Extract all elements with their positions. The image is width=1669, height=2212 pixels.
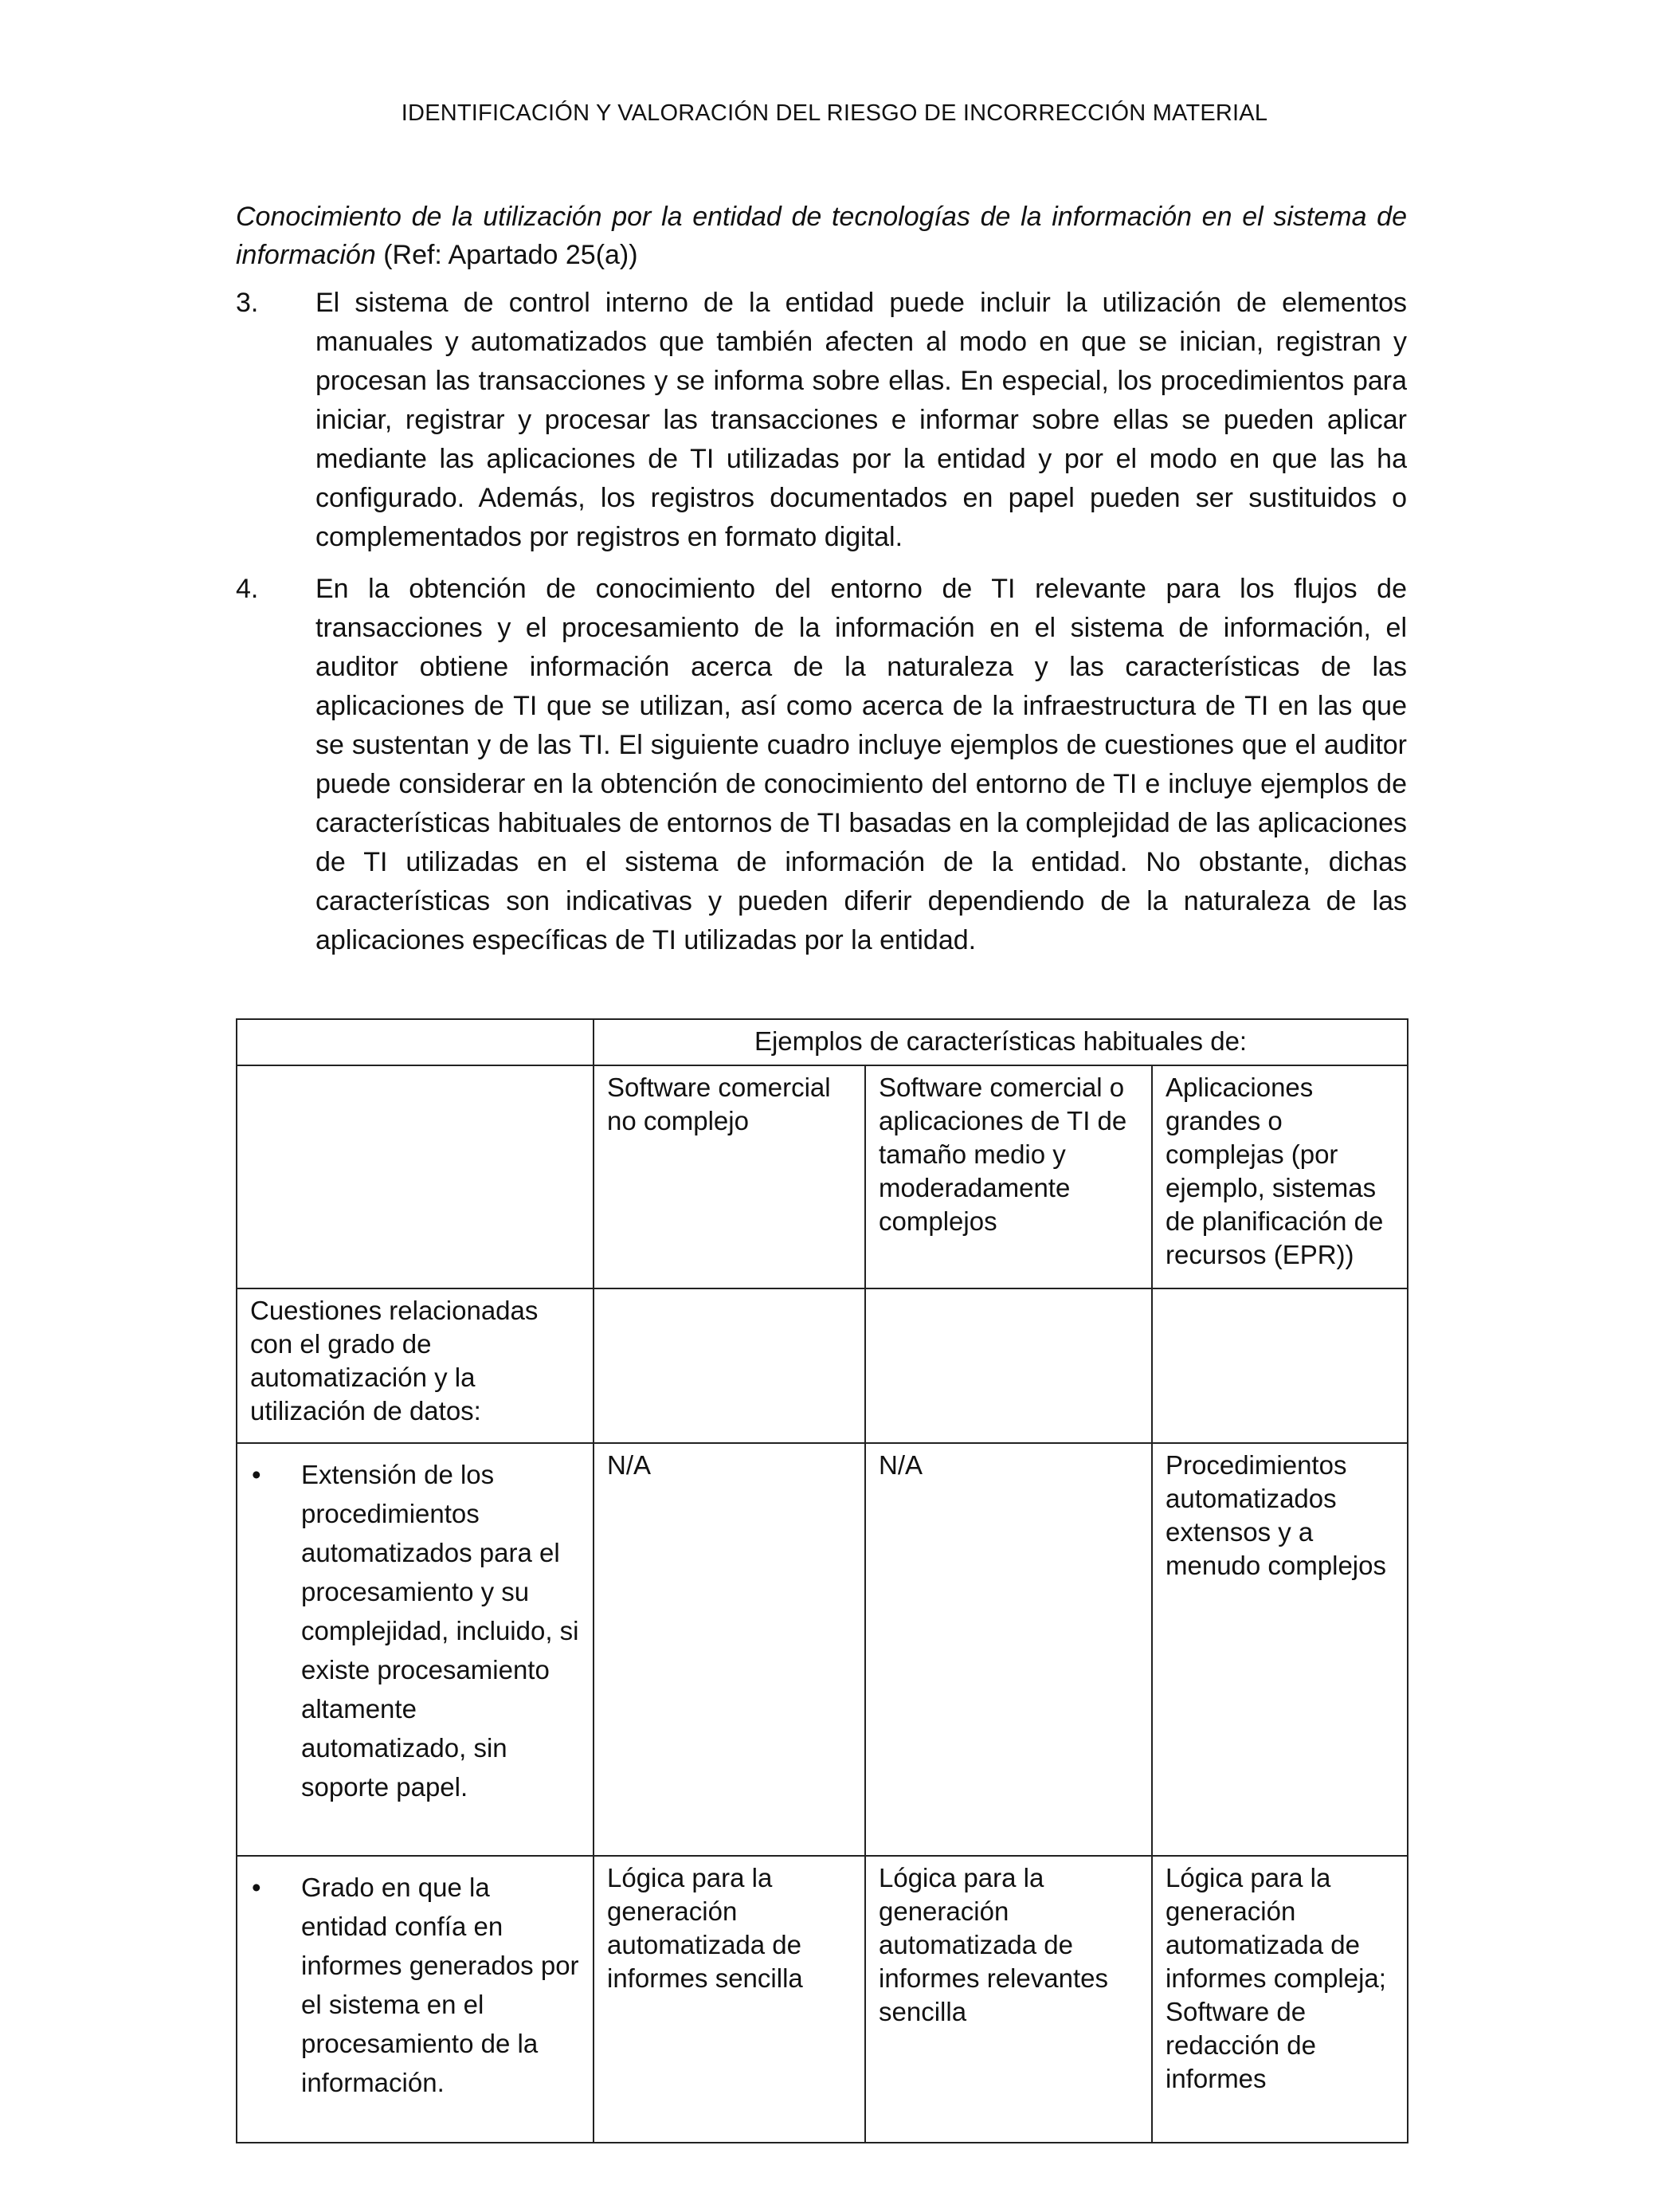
table-section-row [237,1288,1408,1443]
section-title [236,198,1407,274]
table-cell: Lógica para la generación automatizada de informes relevantes sencilla [865,1856,1152,2143]
table-cell: Procedimientos automatizados extensos y a menudo complejos [1152,1443,1408,1856]
table-cell: Lógica para la generación automatizada de informes sencilla [594,1856,865,2143]
table-cell [865,1288,1152,1443]
section-title-italic: Conocimiento de la utilización por la entidad de tecnologías de la información en el sistema de información [236,202,1407,270]
column-header: Software comercial no complejo [594,1065,865,1288]
paragraph-number: 3. [236,288,259,318]
column-header: Aplicaciones grandes o complejas (por ejemplo, sistemas de planificación de recursos (EPR)) [1152,1065,1408,1288]
row-label: Extensión de los procedimientos automatizados para el procesamiento y su complejidad, incluido, si existe procesamiento altamente automatizado, sin soporte papel. [301,1460,579,1802]
row-label: Grado en que la entidad confía en informes generados por el sistema en el procesamiento de la información. [301,1873,579,2097]
page-header: IDENTIFICACIÓN Y VALORACIÓN DEL RIESGO DE INCORRECCIÓN MATERIAL [401,100,1268,126]
paragraph-text: El sistema de control interno de la entidad puede incluir la utilización de elementos manuales y automatizados que también afecten al modo en que se inician, registran y procesan las transacciones y se informa sobre ellas. En especial, los procedimientos para iniciar, registrar y procesar las transacciones e informar sobre ellas se pueden aplicar mediante las aplicaciones de TI utilizadas por la entidad y por el modo en que las ha configurado. Además, los registros documentados en papel pueden ser sustituidos o complementados por registros en formato digital. [315,288,1407,552]
paragraph-number: 4. [236,574,259,604]
body-text [236,198,1407,973]
it-characteristics-table [236,1018,1408,2143]
table-cell [594,1288,865,1443]
paragraph-text: En la obtención de conocimiento del entorno de TI relevante para los flujos de transacciones y el procesamiento de la información en el sistema de información, el auditor obtiene información acerca de la naturaleza y las características de las aplicaciones de TI que se utilizan, así como acerca de la infraestructura de TI en las que se sustentan y de las TI. El siguiente cuadro incluye ejemplos de cuestiones que el auditor puede considerar en la obtención de conocimiento del entorno de TI e incluye ejemplos de características habituales de entornos de TI basadas en la complejidad de las aplicaciones de TI utilizadas en el sistema de información de la entidad. No obstante, dichas características son indicativas y pueden diferir dependiendo de la naturaleza de las aplicaciones específicas de TI utilizadas por la entidad. [315,574,1407,955]
bullet-icon: • [252,1873,261,1902]
empty-corner-cell [237,1019,594,1065]
table-cell: N/A [594,1443,865,1856]
empty-header-cell [237,1065,594,1288]
row-label-cell [237,1443,594,1856]
column-header: Software comercial o aplicaciones de TI de tamaño medio y moderadamente complejos [865,1065,1152,1288]
row-label-cell [237,1856,594,2143]
table-row [237,1856,1408,2143]
bullet-icon: • [252,1460,261,1489]
table-cell: N/A [865,1443,1152,1856]
table-cell [1152,1288,1408,1443]
table-row [237,1443,1408,1856]
table-header-row [237,1019,1408,1065]
paragraph-3 [236,284,1407,557]
table-cell: Lógica para la generación automatizada de informes compleja; Software de redacción de informes [1152,1856,1408,2143]
bullet-item [252,1449,580,1806]
paragraph-4 [236,570,1407,960]
span-header-cell: Ejemplos de características habituales de: [594,1019,1408,1065]
bullet-item [252,1861,580,2102]
table-column-header-row [237,1065,1408,1288]
section-row-label: Cuestiones relacionadas con el grado de automatización y la utilización de datos: [237,1288,594,1443]
section-title-ref: (Ref: Apartado 25(a)) [375,240,638,270]
